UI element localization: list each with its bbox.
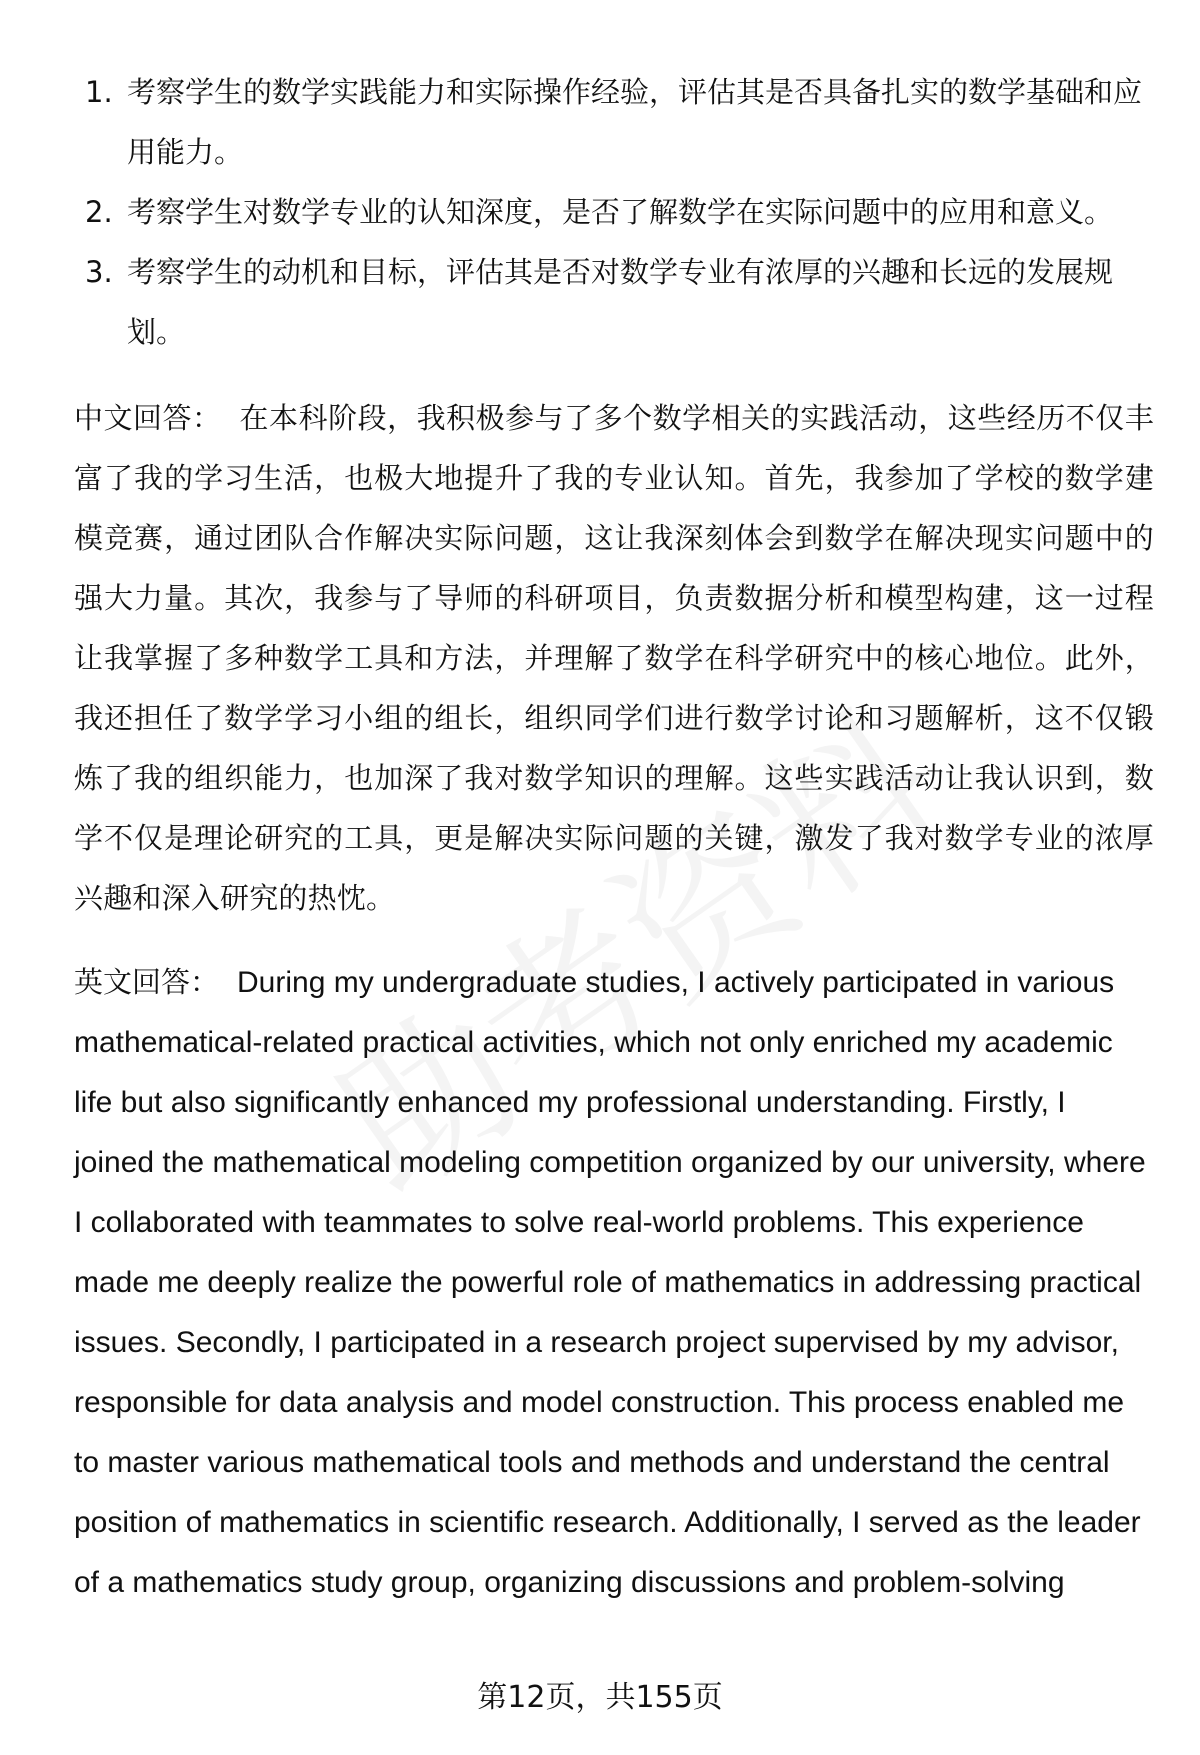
list-item-number: 1.	[85, 75, 113, 109]
english-answer-text: During my undergraduate studies, I actively participated in various mathematical-related practical activities, which not only enriched my academic life but also significantly enhanced my professional understanding. Firstly, I joined the mathematical modeling competition organized by our university, where I collaborated with teammates to solve real-world problems. This experience made me deeply realize the powerful role of mathematics in addressing practical issues. Secondly, I participated in a research project supervised by my advisor, responsible for data analysis and model construction. This process enabled me to master various mathematical tools and methods and understand the central position of mathematics in scientific research. Additionally, I served as the leader of a mathematics study group, organizing discussions and problem-solving	[74, 966, 1146, 1599]
list-item-text: 考察学生对数学专业的认知深度，是否了解数学在实际问题中的应用和意义。	[127, 195, 1114, 229]
chinese-answer-label: 中文回答：	[74, 401, 222, 435]
page-number-footer: 第12页，共155页	[477, 1680, 723, 1715]
list-item-number: 3.	[85, 255, 113, 289]
chinese-answer-text: 在本科阶段，我积极参与了多个数学相关的实践活动，这些经历不仅丰富了我的学习生活，也极大地提升了我的专业认知。首先，我参加了学校的数学建模竞赛，通过团队合作解决实际问题，这让我深刻体会到数学在解决现实问题中的强大力量。其次，我参与了导师的科研项目，负责数据分析和模型构建，这一过程让我掌握了多种数学工具和方法，并理解了数学在科学研究中的核心地位。此外，我还担任了数学学习小组的组长，组织同学们进行数学讨论和习题解析，这不仅锻炼了我的组织能力，也加深了我对数学知识的理解。这些实践活动让我认识到，数学不仅是理论研究的工具，更是解决实际问题的关键，激发了我对数学专业的浓厚兴趣和深入研究的热忱。	[74, 401, 1154, 915]
list-item-text: 考察学生的数学实践能力和实际操作经验，评估其是否具备扎实的数学基础和应用能力。	[127, 75, 1143, 169]
list-item	[75, 242, 1145, 362]
list-item-text: 考察学生的动机和目标，评估其是否对数学专业有浓厚的兴趣和长远的发展规划。	[127, 255, 1114, 349]
list-item	[75, 62, 1145, 182]
english-answer-paragraph	[74, 952, 1154, 1613]
english-answer-label: 英文回答：	[74, 965, 220, 999]
chinese-answer-paragraph	[74, 388, 1154, 928]
list-item-number: 2.	[85, 195, 113, 229]
criteria-list	[75, 62, 1145, 362]
list-item	[75, 182, 1145, 242]
